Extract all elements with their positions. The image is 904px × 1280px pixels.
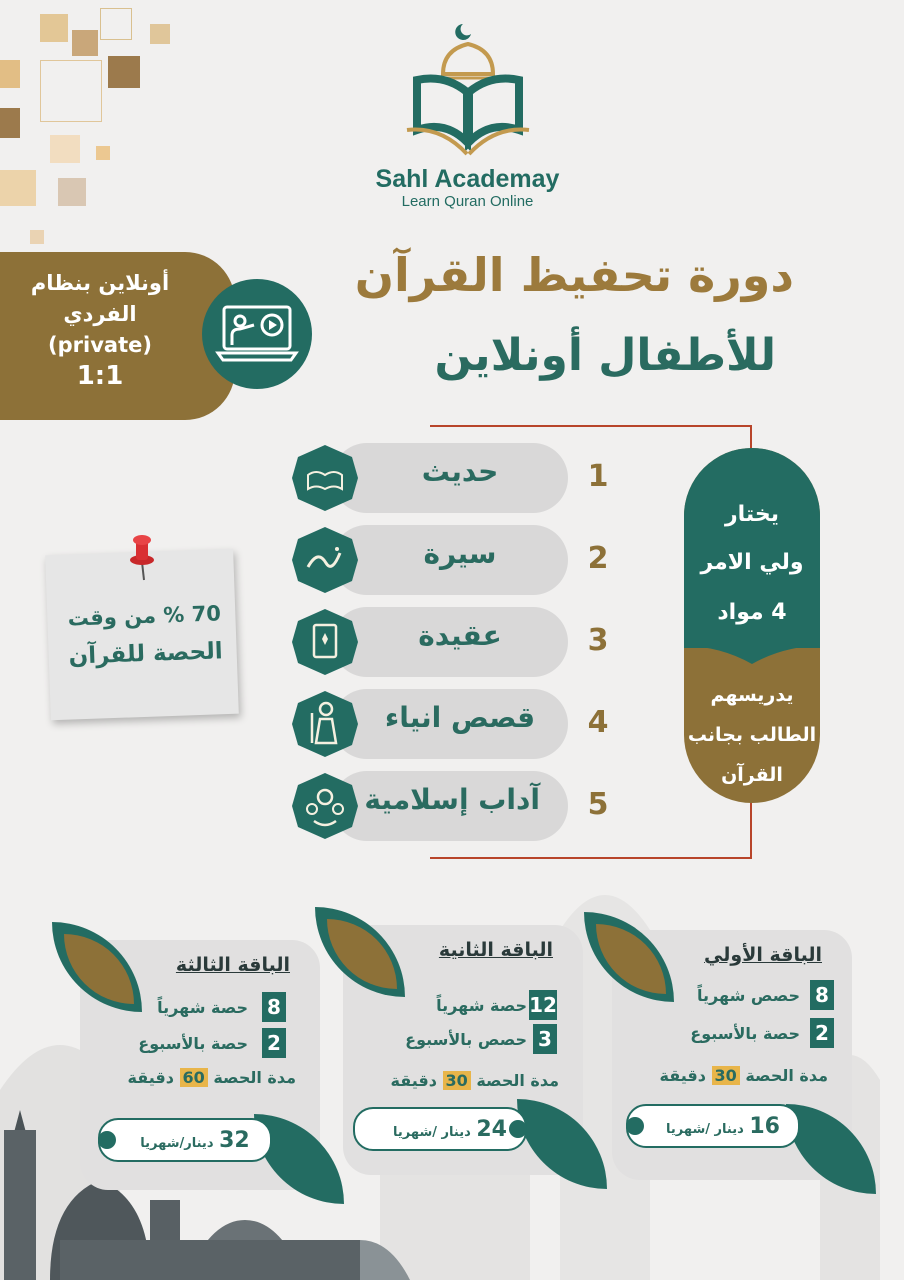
- online-icon-circle: [202, 279, 312, 389]
- package-card-1[interactable]: [612, 930, 852, 1180]
- package-price[interactable]: 32 دينار/شهريا: [98, 1118, 272, 1162]
- brand-tagline: Learn Quran Online: [401, 193, 534, 210]
- package-count: 8: [262, 992, 286, 1022]
- subject-label: سيرة: [423, 537, 497, 570]
- selection-line: ولي الامر: [700, 550, 804, 575]
- selection-line: 4 مواد: [717, 600, 787, 625]
- package-duration: مدة الحصة 30 دقيقة: [390, 1071, 559, 1090]
- package-count: 3: [533, 1024, 557, 1054]
- selection-line: يختار: [724, 502, 780, 527]
- package-price[interactable]: 24 دينار /شهريا: [353, 1107, 527, 1151]
- package-line: حصص بالأسبوع: [405, 1030, 527, 1049]
- calligraphy-icon: [292, 527, 358, 593]
- package-line: حصة بالأسبوع: [138, 1034, 248, 1053]
- page-subtitle: للأطفال أونلاين: [434, 330, 776, 381]
- academy-logo: [405, 22, 531, 162]
- note-text: 70 % من وقت الحصة للقرآن: [67, 601, 224, 670]
- selection-line: يدريسهم: [710, 684, 794, 706]
- package-duration: مدة الحصة 30 دقيقة: [659, 1066, 828, 1085]
- package-title: الباقة الثانية: [438, 939, 553, 961]
- package-count: 2: [262, 1028, 286, 1058]
- manners-icon: [292, 773, 358, 839]
- package-title: الباقة الثالثة: [175, 954, 290, 976]
- subject-number: 5: [587, 787, 609, 822]
- subject-number: 1: [587, 459, 609, 494]
- package-count: 12: [529, 990, 557, 1020]
- selection-line: الطالب بجانب: [687, 724, 817, 746]
- package-card-2[interactable]: [343, 925, 583, 1175]
- connector-line: [430, 425, 752, 427]
- subject-label: عقيدة: [418, 619, 502, 652]
- subject-number: 3: [587, 623, 609, 658]
- prophet-figure-icon: [292, 691, 358, 757]
- package-count: 2: [810, 1018, 834, 1048]
- subject-label: آداب إسلامية: [364, 783, 540, 816]
- pin-icon: [122, 532, 162, 582]
- selection-line: القرآن: [721, 764, 783, 786]
- package-line: حصص شهرياً: [697, 986, 800, 1005]
- online-text: أونلاين بنظام الفردي (private) 1:1: [30, 271, 170, 391]
- book-icon: [292, 445, 358, 511]
- page-title: دورة تحفيظ القرآن: [354, 248, 794, 302]
- subject-label: قصص انياء: [384, 701, 536, 734]
- package-card-3[interactable]: [80, 940, 320, 1190]
- package-line: حصة بالأسبوع: [690, 1024, 800, 1043]
- package-line: حصة شهرياً: [436, 996, 527, 1015]
- brand-name: Sahl Academay: [375, 165, 560, 193]
- connector-line: [750, 425, 752, 450]
- quran-book-icon: [292, 609, 358, 675]
- subject-number: 4: [587, 705, 609, 740]
- package-count: 8: [810, 980, 834, 1010]
- package-title: الباقة الأولي: [704, 944, 822, 966]
- package-line: حصة شهرياً: [157, 998, 248, 1017]
- subject-number: 2: [587, 541, 609, 576]
- package-price[interactable]: 16 دينار /شهريا: [626, 1104, 800, 1148]
- subject-label: حديث: [421, 455, 499, 488]
- online-teaching-icon: [202, 279, 312, 389]
- package-duration: مدة الحصة 60 دقيقة: [127, 1068, 296, 1087]
